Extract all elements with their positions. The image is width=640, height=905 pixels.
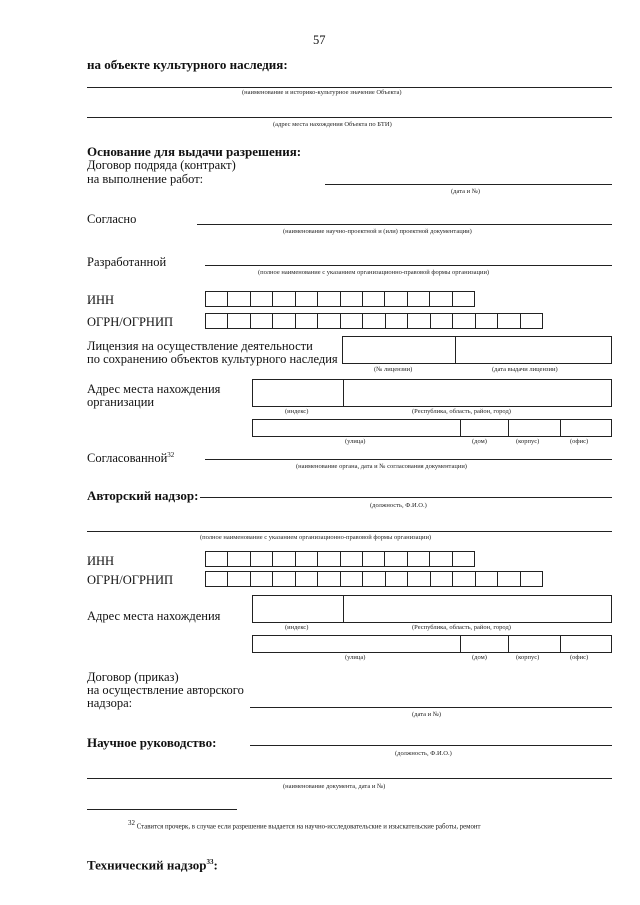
- address-div-2a: [460, 635, 461, 653]
- caption-office-1: (офис): [570, 438, 589, 445]
- caption-street-1: (улица): [345, 438, 366, 445]
- inn-label-2: ИНН: [87, 554, 115, 568]
- caption-position-2: (должность, Ф.И.О.): [395, 750, 452, 757]
- agreement-line[interactable]: [205, 459, 612, 460]
- caption-house-2: (дом): [472, 654, 487, 661]
- address-div-2c: [560, 635, 561, 653]
- caption-office-2: (офис): [570, 654, 589, 661]
- caption-corpus-2: (корпус): [516, 654, 540, 661]
- address-top-divider-2: [343, 595, 344, 623]
- tech-heading-text: Технический надзор: [87, 857, 207, 873]
- science-heading: Научное руководство:: [87, 735, 217, 750]
- author-heading: Авторский надзор:: [87, 488, 199, 503]
- address-top-divider-1: [343, 379, 344, 407]
- caption-object-address: (адрес места нахождения Объекта по БТИ): [273, 121, 392, 128]
- ogrn-label-1: ОГРН/ОГРНИП: [87, 315, 173, 329]
- footnote-number: 32: [128, 819, 135, 827]
- contract-date-line[interactable]: [325, 184, 612, 185]
- developer-org-line[interactable]: [205, 265, 612, 266]
- address-top-box-2[interactable]: [252, 595, 612, 623]
- agreed-footnote-ref: 32: [167, 451, 175, 459]
- address-div-1c: [560, 419, 561, 437]
- address-div-2b: [508, 635, 509, 653]
- caption-date-no-2: (дата и №): [412, 711, 442, 718]
- inn-cells-2[interactable]: [205, 551, 475, 567]
- contract-label-line2: на выполнение работ:: [87, 172, 204, 186]
- contract-label-line1: Договор подряда (контракт): [87, 158, 236, 172]
- object-address-line[interactable]: [87, 117, 612, 118]
- according-label: Согласно: [87, 212, 137, 226]
- author-position-line[interactable]: [200, 497, 612, 498]
- caption-org-full-2: (полное наименование с указанием организационно-правовой формы организации): [200, 534, 432, 541]
- tech-heading: Технический надзор$^{33}$:: [87, 857, 218, 873]
- caption-license-no: (№ лицензии): [374, 366, 413, 373]
- address-bottom-box-2[interactable]: [252, 635, 612, 653]
- object-heading: на объекте культурного наследия:: [87, 57, 288, 72]
- caption-doc-date-no: (наименование документа, дата и №): [283, 783, 386, 790]
- science-position-line[interactable]: [250, 745, 612, 746]
- tech-footnote-ref: 33: [206, 858, 214, 866]
- caption-region-2: (Республика, область, район, город): [412, 624, 511, 631]
- caption-date-no-1: (дата и №): [451, 188, 481, 195]
- agreed-label-text: Согласованной: [87, 451, 168, 466]
- inn-cells-1[interactable]: [205, 291, 475, 307]
- inn-label-1: ИНН: [87, 293, 115, 307]
- caption-object-name: (наименование и историко-культурное значение Объекта): [242, 89, 402, 96]
- address-bottom-box-1[interactable]: [252, 419, 612, 437]
- footnote-text: Ставится прочерк, в случае если разрешение выдается на научно-исследовательские и изыскательские работы, ремонт: [136, 823, 481, 831]
- order-label-line3: надзора:: [87, 696, 133, 710]
- basis-heading: Основание для выдачи разрешения:: [87, 144, 302, 159]
- caption-region-1: (Республика, область, район, город): [412, 408, 511, 415]
- license-box[interactable]: [342, 336, 612, 364]
- ogrn-label-2: ОГРН/ОГРНИП: [87, 573, 173, 587]
- order-date-line[interactable]: [250, 707, 612, 708]
- caption-corpus-1: (корпус): [516, 438, 540, 445]
- address-div-1b: [508, 419, 509, 437]
- license-divider: [455, 336, 456, 364]
- license-label-line2: по сохранению объектов культурного наследия: [87, 352, 338, 366]
- project-doc-line[interactable]: [197, 224, 612, 225]
- footnote-separator: [87, 809, 237, 810]
- caption-position-1: (должность, Ф.И.О.): [370, 502, 427, 509]
- caption-agreement: (наименование органа, дата и № согласования документации): [296, 463, 467, 470]
- address-top-box-1[interactable]: [252, 379, 612, 407]
- footnote: [128, 819, 480, 831]
- caption-index-1: (индекс): [285, 408, 309, 415]
- address-label-1b: организации: [87, 395, 155, 409]
- address-label-1a: Адрес места нахождения: [87, 382, 221, 396]
- caption-index-2: (индекс): [285, 624, 309, 631]
- address-label-2: Адрес места нахождения: [87, 609, 221, 623]
- developed-label: Разработанной: [87, 255, 167, 269]
- science-doc-line[interactable]: [87, 778, 612, 779]
- order-label-line2: на осуществление авторского: [87, 683, 244, 697]
- object-name-line[interactable]: [87, 87, 612, 88]
- caption-org-full-1: (полное наименование с указанием организационно-правовой формы организации): [258, 269, 490, 276]
- ogrn-cells-2[interactable]: [205, 571, 543, 587]
- page-number: 57: [313, 33, 326, 47]
- order-label-line1: Договор (приказ): [87, 670, 179, 684]
- caption-street-2: (улица): [345, 654, 366, 661]
- agreed-label: [87, 448, 174, 465]
- ogrn-cells-1[interactable]: [205, 313, 543, 329]
- caption-house-1: (дом): [472, 438, 487, 445]
- caption-project-doc: (наименование научно-проектной и (или) проектной документации): [283, 228, 472, 235]
- caption-license-date: (дата выдачи лицензии): [492, 366, 558, 373]
- license-label-line1: Лицензия на осуществление деятельности: [87, 339, 313, 353]
- author-org-line[interactable]: [87, 531, 612, 532]
- address-div-1a: [460, 419, 461, 437]
